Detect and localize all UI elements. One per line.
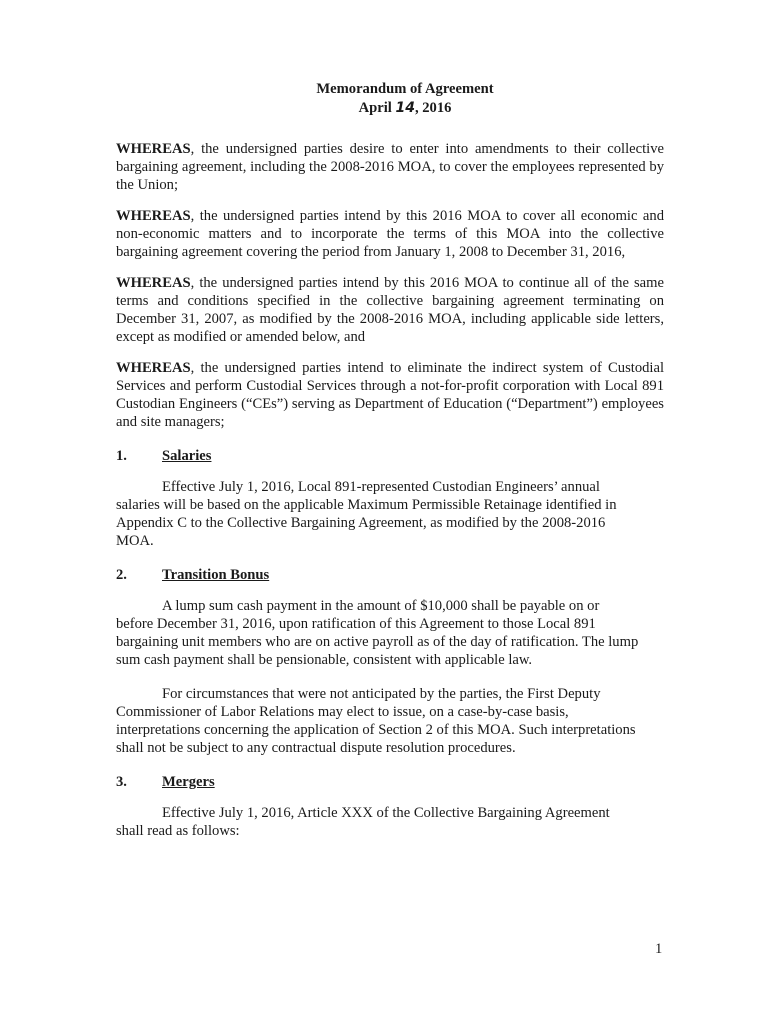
whereas-keyword: WHEREAS (116, 360, 191, 376)
whereas-keyword: WHEREAS (116, 208, 191, 224)
section-title: Mergers (162, 774, 215, 790)
whereas-text: , the undersigned parties desire to enter into amendments to their collective bargaining agreement, including the 2008-2016 MOA, to cover the employees represented by the Union; (116, 141, 664, 193)
section-paragraph: A lump sum cash payment in the amount of $10,000 shall be payable on or before December 31, 2016, upon ratification of this Agreement to those Local 891 bargaining unit members who are on active payroll as of the day of ratification. The lump sum cash payment shall be pensionable, consistent with applicable law. (116, 598, 639, 668)
section-heading-transition-bonus (116, 566, 664, 584)
section-number: 1. (116, 448, 127, 464)
date-suffix: , 2016 (414, 100, 452, 116)
date-day-handwritten: 14 (395, 100, 415, 116)
document-title: Memorandum of Agreement (316, 81, 494, 97)
page-number: 1 (655, 941, 663, 957)
whereas-keyword: WHEREAS (116, 141, 191, 157)
section-number: 2. (116, 567, 127, 583)
whereas-clause-3 (116, 274, 664, 346)
section-title: Transition Bonus (162, 567, 270, 583)
section-number: 3. (116, 774, 127, 790)
whereas-clause-2 (116, 207, 664, 261)
whereas-keyword: WHEREAS (116, 275, 191, 291)
document-date (146, 99, 664, 118)
section-paragraph: Effective July 1, 2016, Local 891-represented Custodian Engineers’ annual salaries will be based on the applicable Maximum Permissible Retainage identified in Appendix C to the Collective Bargaining Agreement, as modified by the 2008-2016 MOA. (116, 479, 617, 549)
section-heading-salaries (116, 447, 664, 465)
title-block (146, 80, 664, 118)
document-page (116, 80, 664, 840)
whereas-text: , the undersigned parties intend to eliminate the indirect system of Custodial Services and perform Custodial Services through a not-for-profit corporation with Local 891 Custodian Engineers (“CEs”) serving as Department of Education (“Department”) employees and site managers; (116, 360, 664, 430)
whereas-text: , the undersigned parties intend by this 2016 MOA to continue all of the same terms and conditions specified in the collective bargaining agreement terminating on December 31, 2007, as modified by the 2008-2016 MOA, including applicable side letters, except as modified or amended below, and (116, 275, 664, 345)
section-title: Salaries (162, 448, 212, 464)
date-prefix: April (358, 100, 396, 116)
section-paragraph: Effective July 1, 2016, Article XXX of the Collective Bargaining Agreement shall read as follows: (116, 805, 610, 839)
whereas-text: , the undersigned parties intend by this 2016 MOA to cover all economic and non-economic matters and to incorporate the terms of this MOA into the collective bargaining agreement covering the period from January 1, 2008 to December 31, 2016, (116, 208, 664, 260)
section-paragraph: For circumstances that were not anticipated by the parties, the First Deputy Commissioner of Labor Relations may elect to issue, on a case-by-case basis, interpretations concerning the application of Section 2 of this MOA. Such interpretations shall not be subject to any contractual dispute resolution procedures. (116, 686, 636, 756)
whereas-clause-1 (116, 140, 664, 194)
whereas-clause-4 (116, 359, 664, 431)
section-heading-mergers (116, 773, 664, 791)
